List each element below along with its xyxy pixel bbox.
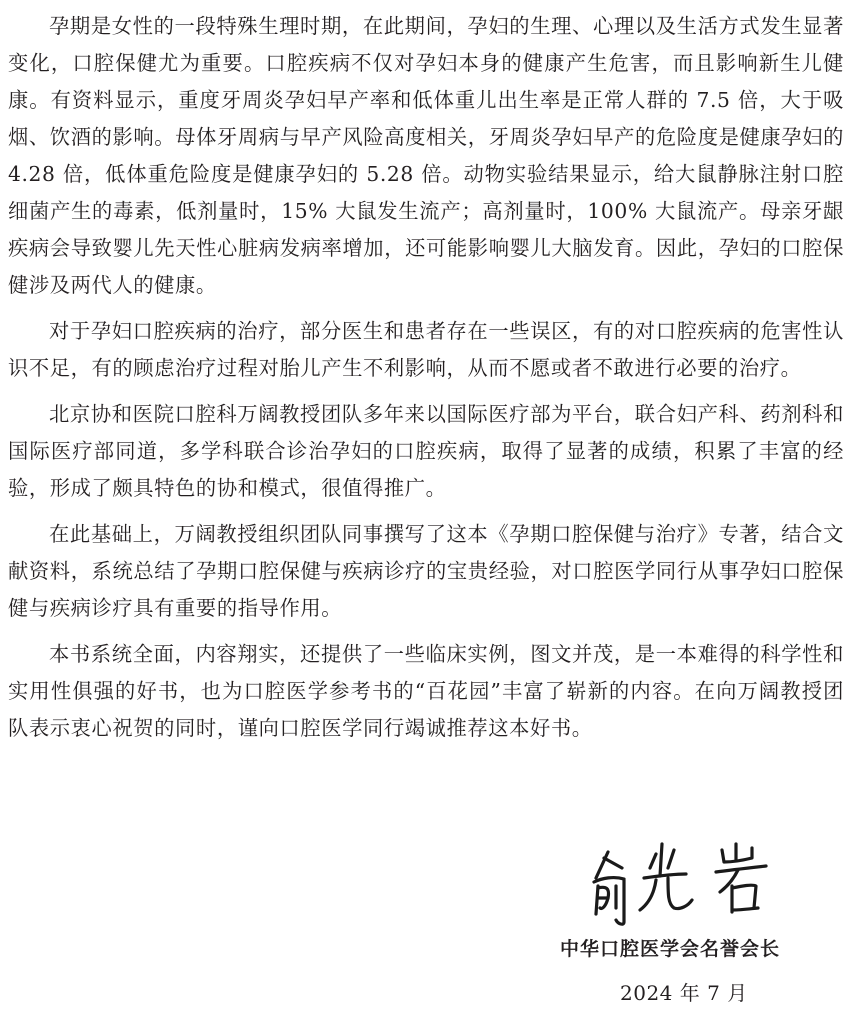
publication-date: 2024 年 7 月 [620, 981, 748, 1005]
paragraph-1: 孕期是女性的一段特殊生理时期，在此期间，孕妇的生理、心理以及生活方式发生显著变化，口腔保健尤为重要。口腔疾病不仅对孕妇本身的健康产生危害，而且影响新生儿健康。有资料显示，重度牙周炎孕妇早产率和低体重儿出生率是正常人群的 7.5 倍，大于吸烟、饮酒的影响。母体牙周病与早产风险高度相关，牙周炎孕妇早产的危险度是健康孕妇的 4.28 倍，低体重危险度是健康孕妇的 5.28 倍。动物实验结果显示，给大鼠静脉注射口腔细菌产生的毒素，低剂量时，15% 大鼠发生流产；高剂量时，100% 大鼠流产。母亲牙龈疾病会导致婴儿先天性心脏病发病率增加，还可能影响婴儿大脑发育。因此，孕妇的口腔保健涉及两代人的健康。 [8, 14, 844, 297]
document-body [8, 8, 844, 756]
author-affiliation: 中华口腔医学会名誉会长 [560, 938, 781, 960]
paragraph-3: 北京协和医院口腔科万阔教授团队多年来以国际医疗部为平台，联合妇产科、药剂科和国际医疗部同道，多学科联合诊治孕妇的口腔疾病，取得了显著的成绩，积累了丰富的经验，形成了颇具特色的协和模式，很值得推广。 [8, 402, 844, 500]
paragraph-5: 本书系统全面，内容翔实，还提供了一些临床实例，图文并茂，是一本难得的科学性和实用性俱强的好书，也为口腔医学参考书的“百花园”丰富了崭新的内容。在向万阔教授团队表示衷心祝贺的同时，谨向口腔医学同行竭诚推荐这本好书。 [8, 642, 844, 740]
paragraph-4: 在此基础上，万阔教授组织团队同事撰写了这本《孕期口腔保健与治疗》专著，结合文献资料，系统总结了孕期口腔保健与疾病诊疗的宝贵经验，对口腔医学同行从事孕妇口腔保健与疾病诊疗具有重要的指导作用。 [8, 522, 844, 620]
paragraph-2: 对于孕妇口腔疾病的治疗，部分医生和患者存在一些误区，有的对口腔疾病的危害性认识不足，有的顾虑治疗过程对胎儿产生不利影响，从而不愿或者不敢进行必要的治疗。 [8, 319, 844, 380]
handwritten-signature [582, 838, 782, 930]
